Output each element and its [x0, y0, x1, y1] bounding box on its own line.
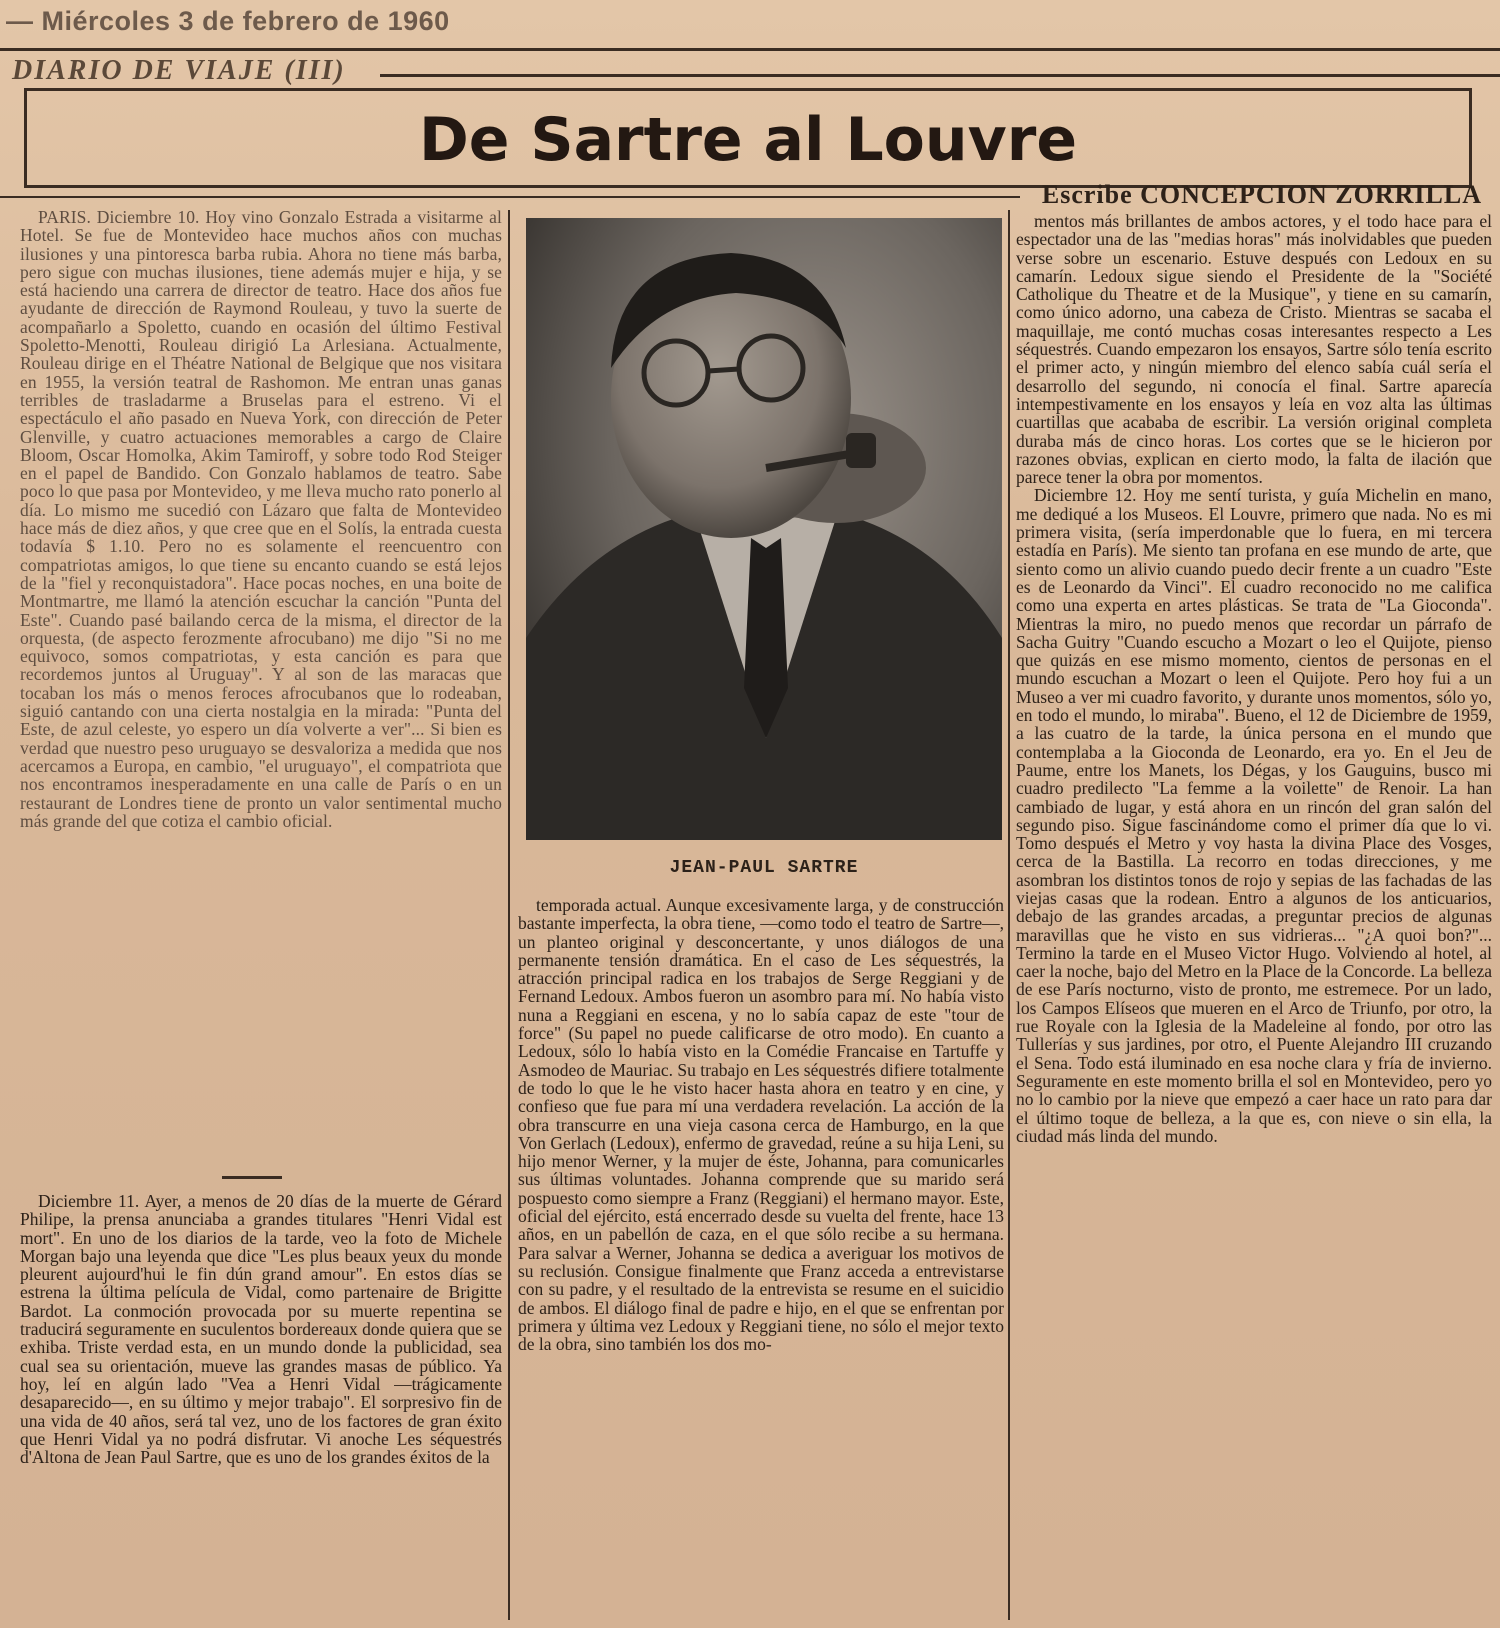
portrait-photo — [526, 218, 1002, 840]
section-title: DIARIO DE VIAJE (III) — [12, 55, 346, 86]
article-paragraph: PARIS. Diciembre 10. Hoy vino Gonzalo Estrada a visitarme al Hotel. Se fue de Montevideo hace muchos años con muchas ilusiones y una pintoresca barba rubia. Ahora no tiene más barba, pero sigue con muchas ilusiones, tiene además mujer e hija, y se está haciendo una carrera de director de teatro. Hace dos años fue ayudante de dirección de Raymond Rouleau, y tuvo la suerte de acompañarlo a Spoletto, cuando en ocasión del último Festival Spoletto-Menotti, Rouleau dirigió La Arlesiana. Actualmente, Rouleau dirige en el Théatre National de Belgique que nos visitara en 1955, la versión teatral de Rashomon. Me entran unas ganas terribles de trasladarme a Bruselas para el estreno. Vi el espectáculo el año pasado en Nueva York, con dirección de Peter Glenville, y cuatro actuaciones memorables a cargo de Claire Bloom, Oscar Homolka, Akim Tamiroff, y sobre todo Rod Steiger en el papel de Bandido. Con Gonzalo hablamos de teatro. Sabe poco lo que pasa por Montevideo, y me lleva mucho rato ponerlo al día. Lo mismo me sucedió con Lázaro que falta de Montevideo hace más de diez años, y que cree que en el Solís, la entrada cuesta todavía $ 1.10. Pero no es solamente el reencuentro con compatriotas amigos, lo que tiene su encanto cuando se está lejos de la "fiel y reconquistadora". Hace pocas noches, en una boite de Montmartre, me llamó la atención escuchar la canción "Punta del Este". Cuando pasé bailando cerca de la misma, el director de la orquesta, (de aspecto ferozmente afrocubano) me dijo "Si no me equivoco, somos compatriotas, y esta canción es para que recordemos juntos al Uruguay". Y al son de las maracas que tocaban los más o menos feroces afrocubanos que lo rodeaban, siguió cantando con una cierta nostalgia en la mirada: "Punta del Este, de azul celeste, yo espero un día volverte a ver"... Si bien es verdad que nuestro peso uruguayo se desvaloriza a medida que nos acercamos a Europa, en cambio, "el uruguayo", el compatriota que nos encontramos inesperadamente en una calle de París o en un restaurant de Londres tiene de pronto un valor sentimental mucho más grande del que cotiza el cambio oficial. — [20, 208, 502, 831]
article-paragraph: Diciembre 11. Ayer, a menos de 20 días de la muerte de Gérard Philipe, la prensa anunciaba a grandes titulares "Henri Vidal est mort". En uno de los diarios de la tarde, veo la foto de Michele Morgan bajo una leyenda que dice "Les plus beaux yeux du monde pleurent aujourd'hui le fin dún grand amour". En estos días se estrena la última película de Vidal, como partenaire de Brigitte Bardot. La conmoción provocada por su muerte repentina se traducirá seguramente en suculentos bordereaux donde quiera que se exhiba. Triste verdad esta, en un mundo donde la publicidad, sea cual sea su orientación, mueve las grandes masas de público. Ya hoy, leí en algún lado "Vea a Henri Vidal —trágicamente desaparecido—, en su último y mejor trabajo". El sorpresivo fin de una vida de 40 años, será tal vez, uno de los factores de gran éxito que Henri Vidal ya no podrá disfrutar. Vi anoche Les séquestrés d'Altona de Jean Paul Sartre, que es uno de los grandes éxitos de la — [20, 1192, 502, 1468]
article-paragraph: mentos más brillantes de ambos actores, y el todo hace para el espectador una de las "medias horas" más inolvidables que pueden verse sobre un escenario. Estuve después con Ledoux en su camarín. Ledoux sigue siendo el Presidente de la "Société Catholique du Theatre et de la Musique", y tiene en su camarín, como único adorno, una cabeza de Cristo. Mientras se sacaba el maquillaje, me contó muchas cosas interesantes respecto a Les séquestrés. Cuando empezaron los ensayos, Sartre sólo tenía escrito el primer acto, y ningún miembro del elenco sabía cuál sería el desarrollo del segundo, ni conocía el final. Sartre aparecía intempestivamente en los ensayos y leía en voz alta las últimas cuartillas que acababa de escribir. La versión original completa duraba más de cinco horas. Los cortes que se le hicieron por razones obvias, explican en cierto modo, la falta de ilación que parece tener la obra por momentos. — [1016, 212, 1492, 488]
dateline: — Miércoles 3 de febrero de 1960 — [6, 6, 450, 36]
portrait-illustration — [526, 218, 1002, 840]
top-rule — [0, 48, 1500, 51]
column-2 — [518, 896, 1004, 1626]
headline: De Sartre al Louvre — [418, 105, 1078, 175]
byline: Escribe CONCEPCION ZORRILLA — [1041, 180, 1482, 209]
section-rule — [380, 74, 1500, 77]
column-1-continued — [20, 1192, 502, 1622]
headline-box — [24, 88, 1472, 188]
column-3 — [1016, 212, 1492, 1622]
section-divider — [222, 1176, 282, 1179]
article-paragraph: temporada actual. Aunque excesivamente larga, y de construcción bastante imperfecta, la obra tiene, —como todo el teatro de Sartre—, un planteo original y desconcertante, y unos diálogos de una permanente tensión dramática. En el caso de Les séquestrés, la atracción principal radica en los trabajos de Serge Reggiani y de Fernand Ledoux. Ambos fueron un asombro para mí. No había visto nuna a Reggiani en escena, y no lo sabía capaz de este "tour de force" (Su papel no puede calificarse de otro modo). En cuanto a Ledoux, sólo lo había visto en la Comédie Francaise en Tartuffe y Asmodeo de Mauriac. Su trabajo en Les séquestrés difiere totalmente de todo lo que le he visto hacer hasta ahora en teatro y en cine, y confieso que fue para mí una verdadera revelación. La acción de la obra transcurre en una vieja casona cerca de Hamburgo, en la que Von Gerlach (Ledoux), enfermo de gravedad, reúne a su hija Leni, su hijo menor Werner, y la mujer de éste, Johanna, para comunicarles sus últimas voluntades. Johanna comprende que su marido será pospuesto como siempre a Franz (Reggiani) el hermano mayor. Este, oficial del ejército, está encerrado desde su vuelta del frente, hace 13 años, en un pabellón de caza, en el que sólo recibe a su hermana. Para salvar a Werner, Johanna se dedica a averiguar los motivos de su reclusión. Consigue finalmente que Franz acceda a entrevistarse con su padre, y el resultado de la entrevista se resume en el suicidio de ambos. El diálogo final de padre e hijo, en el que se enfrentan por primera y última vez Ledoux y Reggiani tiene, no sólo el mejor texto de la obra, sino también los dos mo- — [518, 896, 1004, 1355]
article-paragraph: Diciembre 12. Hoy me sentí turista, y guía Michelin en mano, me dediqué a los Museos. El Louvre, primero que nada. No es mi primera visita, (sería imperdonable que lo fuera, en mi tercera estadía en París). Me siento tan profana en ese mundo de arte, que siento como un alivio cuando puedo decir frente a un cuadro "Este es de Leonardo da Vinci". El cuadro reconocido no me califica como una experta en artes plásticas. Se trata de "La Gioconda". Mientras la miro, no puedo menos que recordar un párrafo de Sacha Guitry "Cuando escucho a Mozart o leo el Quijote, pienso que quizás en ese mismo momento, cientos de personas en el mundo escuchan a Mozart o leen el Quijote. Pero hoy fui a un Museo a ver mi cuadro favorito, y durante unos momentos, sólo yo, en todo el mundo, lo miraba". Bueno, el 12 de Diciembre de 1959, a las cuatro de la tarde, la única persona en el mundo que contemplaba a la Gioconda de Leonardo, era yo. En el Jeu de Paume, entre los Manets, los Dégas, y los Gauguins, busco mi cuadro predilecto "La femme a la voilette" de Renoir. La han cambiado de lugar, y está ahora en un rincón del gran salón del segundo piso. Sigue fascinándome como el primer día que lo vi. Tomo después el Metro y voy hasta la divina Place des Vosges, cerca de la Bastilla. La recorro en todas direcciones, y me asombran los distintos tonos de rojo y sepias de las fachadas de las viejas casas que la rodean. Entro a algunos de los anticuarios, debajo de las grandes arcadas, a preguntar precios de algunas maravillas que he visto en sus vidrieras... "¿A quoi bon?"... Termino la tarde en el Museo Victor Hugo. Volviendo al hotel, al caer la noche, bajo del Metro en la Place de la Concorde. La belleza de ese París nocturno, visto de pronto, me estremece. Por un lado, los Campos Elíseos que mueren en el Arco de Triunfo, por otro, la rue Royale con la Iglesia de la Madeleine al fondo, por otro las Tullerías y sus jardines, por otro, el Puente Alejandro III cruzando el Sena. Todo está iluminado en esa noche clara y fría de invierno. Seguramente en este momento brilla el sol en Montevideo, pero yo no lo cambio por la nieve que empezó a caer hace un rato para dar el último toque de belleza, a la que es, con nieve o sin ella, la ciudad más linda del mundo. — [1016, 485, 1492, 1146]
byline-rule — [0, 196, 1020, 198]
column-rule — [508, 210, 510, 1620]
column-rule — [1008, 210, 1010, 1620]
photo-caption: JEAN-PAUL SARTRE — [669, 858, 859, 878]
